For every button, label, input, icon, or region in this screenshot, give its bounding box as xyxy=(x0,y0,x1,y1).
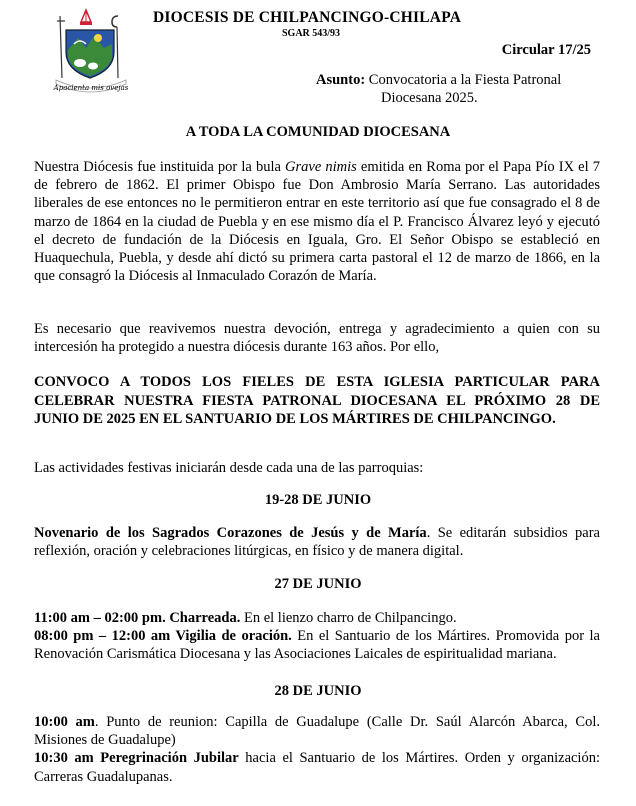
section-heading-19-28-june: 19-28 DE JUNIO xyxy=(264,492,372,508)
history-text-start: Nuestra Diócesis fue instituida por la bula xyxy=(34,159,286,175)
meeting-time: 10:00 am xyxy=(34,714,95,730)
novena-title: Novenario de los Sagrados Corazones de Jesús y de María xyxy=(34,525,427,541)
pilgrimage-text: hacia el Santuario de los Mártires. Orden y organización: Carreras Guadalupanas. xyxy=(34,750,600,785)
subject-line-1: Convocatoria a la Fiesta Patronal xyxy=(368,72,562,88)
bull-name: Grave nimis xyxy=(285,159,357,175)
meeting-text: . Punto de reunion: Capilla de Guadalupe (Calle Dr. Saúl Alarcón Abarca, Col. Misiones de Guadalupe) xyxy=(34,714,600,749)
diocese-title: DIOCESIS DE CHILPANCINGO-CHILAPA xyxy=(153,9,462,26)
history-paragraph xyxy=(34,158,600,285)
subject-block xyxy=(316,71,616,107)
charreada-time: 11:00 am – 02:00 pm. Charreada. xyxy=(34,610,241,626)
vigil-item xyxy=(34,627,600,663)
addressee-heading: A TODA LA COMUNIDAD DIOCESANA xyxy=(185,124,451,140)
pilgrimage-time: 10:30 am Peregrinación Jubilar xyxy=(34,750,239,767)
pilgrimage-item xyxy=(34,749,600,785)
circular-number: Circular 17/25 xyxy=(501,42,591,58)
vigil-time: 08:00 pm – 12:00 am Vigilia de oración. xyxy=(34,628,292,645)
devotion-paragraph: Es necesario que reavivemos nuestra devoción, entrega y agradecimiento a quien con su intercesión ha protegido a nuestra diócesis durante 163 años. Por ello, xyxy=(34,321,600,356)
meeting-point-item xyxy=(34,713,600,749)
diocese-coat-of-arms-logo xyxy=(48,8,134,98)
section-heading-27-june: 27 DE JUNIO xyxy=(274,576,362,592)
registry-number: SGAR 543/93 xyxy=(282,28,341,39)
charreada-text: En el lienzo charro de Chilpancingo. xyxy=(240,610,457,626)
convocation-paragraph: CONVOCO A TODOS LOS FIELES DE ESTA IGLESIA PARTICULAR PARA CELEBRAR NUESTRA FIESTA PATRONAL DIOCESANA EL PRÓXIMO 28 DE JUNIO DE 2025 EN EL SANTUARIO DE LOS MÁRTIRES DE CHILPANCINGO. xyxy=(34,374,600,427)
history-text-rest: emitida en Roma por el Papa Pío IX el 7 de febrero de 1862. El primer Obispo fue Don Ambrosio María Serrano. Las autoridades liberales de ese entonces no le permitieron entrar en este territorio así que fue consagrado el 8 de marzo de 1864 en la ciudad de Puebla y en ese mismo día el P. Francisco Álvarez leyó y ejecutó el decreto de fundación de la Diócesis en Iguala, Gro. El Señor Obispo se estableció en Huaquechula, Puebla, y desde ahí dictó su primera carta pastoral el 12 de marzo de 1866, en la que consagró la Diócesis al Inmaculado Corazón de María. xyxy=(34,159,600,285)
logo-motto: Apacienta mis ovejas xyxy=(53,84,129,92)
vigil-text: En el Santuario de los Mártires. Promovida por la Renovación Carismática Diocesana y las Asociaciones Laicales de espiritualidad mariana. xyxy=(34,628,600,663)
june-27-activities xyxy=(34,609,600,664)
activities-intro: Las actividades festivas iniciarán desde cada una de las parroquias: xyxy=(34,460,424,476)
charreada-item xyxy=(34,609,600,627)
subject-label: Asunto: xyxy=(316,72,366,88)
novena-paragraph xyxy=(34,524,600,560)
novena-text: . Se editarán subsidios para reflexión, oración y celebraciones litúrgicas, en físico y de manera digital. xyxy=(34,525,600,560)
june-28-activities xyxy=(34,713,600,786)
section-heading-28-june: 28 DE JUNIO xyxy=(274,683,362,699)
subject-line-2: Diocesana 2025. xyxy=(381,90,478,106)
